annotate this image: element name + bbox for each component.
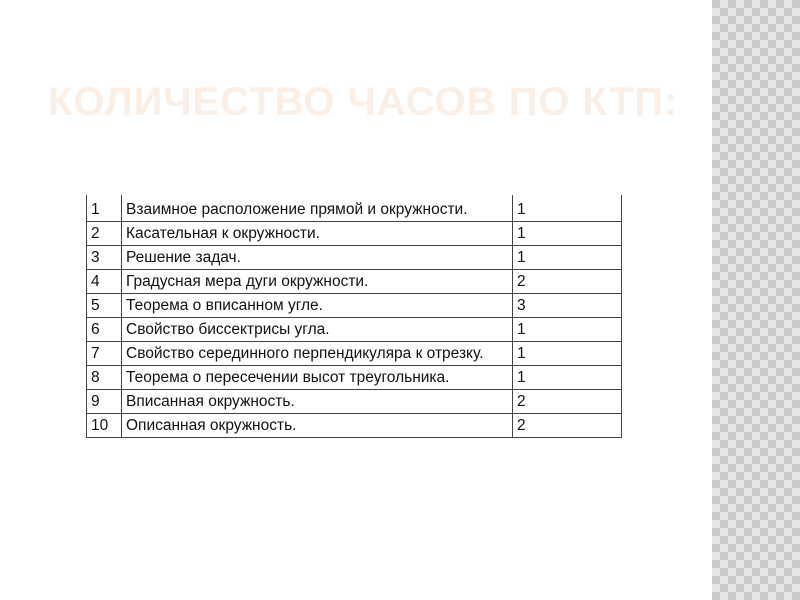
row-number: 8 <box>87 366 122 390</box>
row-hours: 2 <box>513 414 622 438</box>
table-row <box>87 414 622 438</box>
row-hours: 1 <box>513 366 622 390</box>
hours-table <box>86 195 622 438</box>
table-row <box>87 195 622 222</box>
row-topic: Теорема о пересечении высот треугольника. <box>122 366 513 390</box>
table-row <box>87 294 622 318</box>
row-number: 3 <box>87 246 122 270</box>
row-number: 10 <box>87 414 122 438</box>
table-row <box>87 246 622 270</box>
row-hours: 1 <box>513 318 622 342</box>
row-hours: 2 <box>513 390 622 414</box>
row-hours: 1 <box>513 246 622 270</box>
row-number: 1 <box>87 195 122 222</box>
row-hours: 1 <box>513 195 622 222</box>
table-row <box>87 366 622 390</box>
decorative-side-panel <box>712 0 800 600</box>
row-number: 6 <box>87 318 122 342</box>
row-hours: 1 <box>513 342 622 366</box>
row-topic: Теорема о вписанном угле. <box>122 294 513 318</box>
row-topic: Вписанная окружность. <box>122 390 513 414</box>
row-number: 9 <box>87 390 122 414</box>
table-row <box>87 222 622 246</box>
table-row <box>87 390 622 414</box>
row-number: 7 <box>87 342 122 366</box>
row-topic: Градусная мера дуги окружности. <box>122 270 513 294</box>
row-number: 5 <box>87 294 122 318</box>
row-hours: 3 <box>513 294 622 318</box>
row-topic: Взаимное расположение прямой и окружности. <box>122 195 513 222</box>
row-topic: Свойство биссектрисы угла. <box>122 318 513 342</box>
table-row <box>87 318 622 342</box>
row-topic: Описанная окружность. <box>122 414 513 438</box>
row-topic: Касательная к окружности. <box>122 222 513 246</box>
row-hours: 1 <box>513 222 622 246</box>
table-row <box>87 342 622 366</box>
row-number: 4 <box>87 270 122 294</box>
row-hours: 2 <box>513 270 622 294</box>
row-topic: Решение задач. <box>122 246 513 270</box>
table-row <box>87 270 622 294</box>
row-topic: Свойство серединного перпендикуляра к отрезку. <box>122 342 513 366</box>
row-number: 2 <box>87 222 122 246</box>
hours-table-body <box>87 195 622 438</box>
slide-title: КОЛИЧЕСТВО ЧАСОВ ПО КТП: <box>48 80 679 124</box>
